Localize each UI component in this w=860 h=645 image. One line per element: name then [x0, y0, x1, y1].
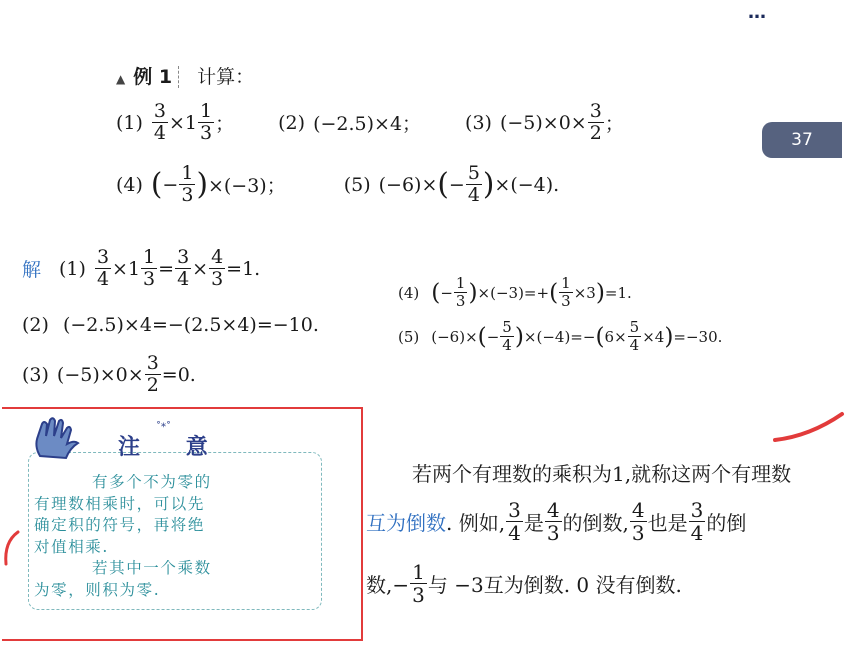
example-tag: 例 1 — [131, 66, 179, 88]
note-line-6: 为零，则积为零. — [34, 580, 161, 599]
problem-3-label: (3) — [465, 111, 492, 134]
operator: × — [192, 257, 209, 280]
problem-5-pre: (−6)× — [378, 173, 438, 196]
example-line-1 — [116, 102, 624, 143]
solution-line-3 — [22, 354, 196, 395]
problem-3-expr: (−5)×0× — [499, 111, 587, 134]
note-title — [118, 430, 208, 461]
text-run: 的倒数, — [562, 511, 629, 535]
note-line-1: 有多个不为零的 — [92, 473, 212, 491]
reciprocal-line-1 — [412, 458, 791, 487]
solution-line-2 — [22, 314, 319, 336]
note-stars: ˚*˚ — [156, 422, 171, 433]
example-marker-icon: ▲ — [116, 72, 126, 86]
example-header — [116, 62, 254, 89]
note-line-3: 确定积的符号，再将绝 — [34, 516, 206, 534]
terminator: ； — [604, 113, 624, 135]
solution-2-label: (2) — [22, 314, 49, 336]
text-run: . 例如, — [446, 511, 506, 535]
solution-3-expr: (−5)×0× — [56, 363, 144, 386]
problem-2-label: (2) — [278, 111, 306, 134]
note-title-char-2: 意 — [185, 434, 208, 460]
fraction: $\frac{3}{4}$ — [153, 100, 167, 144]
solution-1-label: (1) — [59, 257, 86, 280]
note-text — [34, 472, 318, 601]
sign: − — [162, 173, 179, 196]
problem-4-label: (4) — [116, 173, 143, 196]
fraction: $\frac{3}{2}$ — [146, 352, 159, 396]
paren-close: ) — [468, 278, 478, 306]
top-marks: … — [748, 2, 767, 23]
solution-line-5 — [398, 320, 722, 353]
fraction: $\frac{3}{4}$ — [690, 498, 704, 545]
solution-4-mid: ×(−3)=+ — [477, 283, 550, 302]
hand-icon — [30, 416, 88, 462]
paren-open: ( — [431, 278, 441, 306]
problem-1-label: (1) — [116, 111, 143, 134]
page-number-badge — [762, 122, 842, 158]
example-line-2 — [116, 164, 559, 205]
note-line-5: 若其中一个乘数 — [92, 559, 212, 577]
fraction: $\frac{1}{3}$ — [455, 274, 466, 310]
sign: − — [486, 327, 500, 346]
fraction: $\frac{5}{4}$ — [467, 162, 480, 206]
note-title-char-1: 注 — [118, 434, 141, 460]
note-line-4: 对值相乘. — [34, 537, 109, 556]
solution-line-1 — [22, 248, 260, 289]
fraction: $\frac{1}{3}$ — [412, 560, 425, 607]
solution-3-label: (3) — [22, 363, 49, 386]
sign: − — [448, 173, 465, 196]
reciprocal-definition: 若两个有理数的乘积为1,就称这两个有理数 — [412, 462, 792, 486]
paren-close: ) — [482, 166, 495, 201]
solution-label: 解 — [22, 259, 42, 281]
solution-2-expr: (−2.5)×4=−(2.5×4)=−10. — [62, 314, 319, 336]
solution-5-pre: (−6)× — [431, 327, 478, 346]
operator: ×1 — [169, 111, 198, 134]
paren-close: ) — [595, 278, 605, 306]
result: =−30. — [673, 327, 723, 346]
text-run: 的倒 — [706, 511, 747, 535]
note-line-2: 有理数相乘时，可以先 — [34, 494, 206, 513]
fraction: $\frac{5}{4}$ — [629, 318, 640, 354]
result: =1. — [604, 283, 632, 302]
result: =1. — [226, 257, 261, 280]
operator: ×3 — [573, 283, 596, 302]
fraction: $\frac{3}{2}$ — [589, 100, 602, 144]
fraction: $\frac{1}{3}$ — [561, 274, 571, 310]
problem-5-rest: ×(−4). — [494, 173, 560, 196]
paren-close: ) — [514, 322, 524, 350]
operator: 6× — [604, 327, 627, 346]
fraction: $\frac{3}{4}$ — [96, 246, 110, 290]
paren-close: ) — [664, 322, 674, 350]
problem-5-label: (5) — [343, 173, 371, 196]
red-swoosh-decoration — [770, 408, 850, 448]
page-number: 37 — [791, 130, 813, 150]
red-curl-decoration — [0, 528, 22, 568]
reciprocal-line-3 — [366, 562, 682, 605]
solution-4-label: (4) — [398, 283, 420, 302]
paren-open: ( — [150, 166, 163, 201]
operator: = — [158, 257, 175, 280]
solution-line-4 — [398, 276, 632, 309]
fraction: $\frac{3}{4}$ — [508, 498, 521, 545]
result: =0. — [161, 363, 196, 386]
fraction: $\frac{4}{3}$ — [546, 498, 560, 545]
operator: ×1 — [112, 257, 141, 280]
fraction: $\frac{4}{3}$ — [631, 498, 645, 545]
sign: − — [440, 283, 453, 302]
paren-close: ) — [196, 166, 208, 201]
fraction: $\frac{1}{3}$ — [181, 162, 194, 206]
paren-open: ( — [549, 278, 559, 306]
solution-5-label: (5) — [398, 327, 420, 346]
text-run: 数,− — [366, 573, 410, 597]
fraction: $\frac{5}{4}$ — [502, 318, 512, 354]
paren-open: ( — [595, 322, 605, 350]
reciprocal-term: 互为倒数 — [366, 511, 446, 535]
paren-open: ( — [437, 166, 449, 201]
solution-5-mid: ×(−4)=− — [523, 327, 596, 346]
fraction: $\frac{3}{4}$ — [177, 246, 190, 290]
paren-open: ( — [477, 322, 487, 350]
text-run: 也是 — [647, 511, 688, 535]
text-run: 与 −3互为倒数. 0 没有倒数. — [427, 573, 682, 597]
fraction: $\frac{4}{3}$ — [211, 246, 224, 290]
terminator: ； — [215, 113, 235, 135]
text-run: 是 — [523, 511, 544, 535]
problem-4-rest: ×(−3)； — [207, 175, 286, 197]
problem-2-expr: (−2.5)×4； — [313, 113, 422, 135]
reciprocal-line-2 — [366, 500, 746, 543]
operator: ×4 — [642, 327, 665, 346]
fraction: $\frac{1}{3}$ — [143, 246, 156, 290]
example-title: 计算： — [197, 66, 255, 88]
fraction: $\frac{1}{3}$ — [200, 100, 213, 144]
